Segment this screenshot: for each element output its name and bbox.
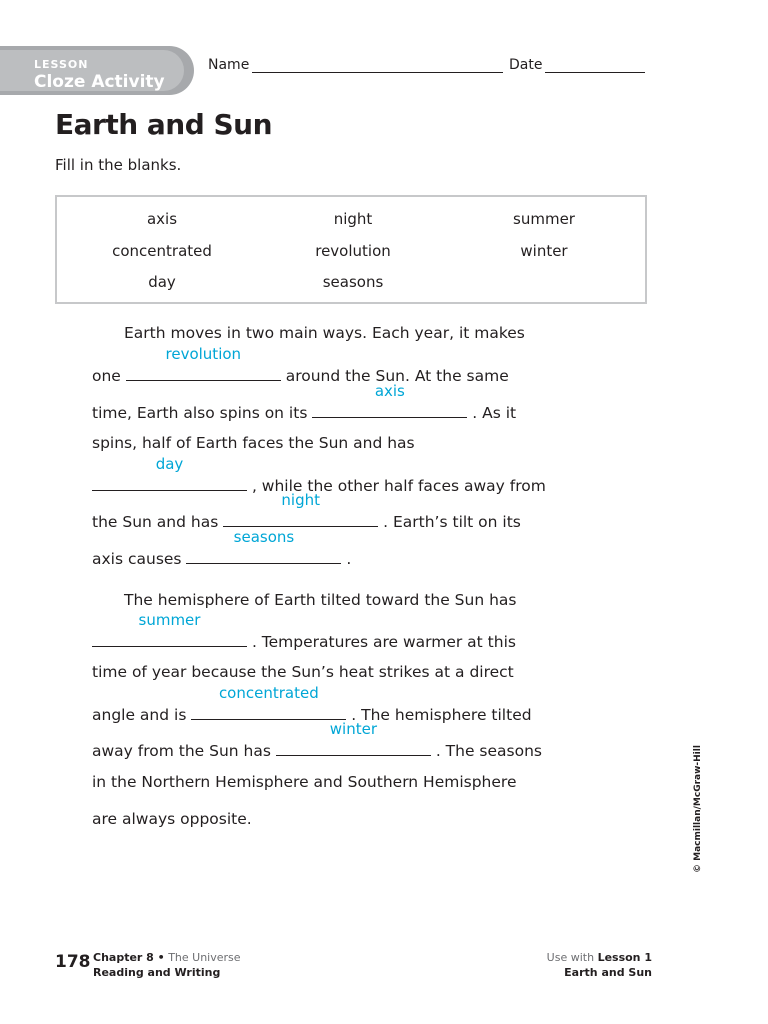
passage-text: angle and is <box>92 706 187 724</box>
word-bank-item: axis <box>146 210 178 228</box>
answer-text: seasons <box>233 528 295 546</box>
word-bank-item: revolution <box>315 242 391 260</box>
page-title: Earth and Sun <box>55 108 273 141</box>
passage-text: . The hemisphere tilted <box>351 706 532 724</box>
word-bank-item: summer <box>513 210 575 228</box>
name-line[interactable] <box>252 56 503 73</box>
passage-line: time of year because the Sun’s heat strikes at a direct <box>92 663 514 681</box>
passage-line <box>92 382 517 422</box>
word-bank-item: night <box>333 210 373 228</box>
answer-text: night <box>281 491 320 509</box>
date-label: Date <box>509 57 543 73</box>
word-bank-item: day <box>148 273 176 291</box>
passage-line <box>92 611 516 651</box>
footer-chapter-label: Chapter 8 • <box>93 951 165 964</box>
footer-lesson <box>547 950 652 980</box>
passage-text: . Temperatures are warmer at this <box>251 633 516 651</box>
footer-lesson-label: Lesson 1 <box>597 951 652 964</box>
answer-text: day <box>155 455 184 473</box>
instructions: Fill in the blanks. <box>55 156 182 174</box>
answer-blank[interactable] <box>312 382 467 418</box>
passage-text: . The seasons <box>435 742 543 760</box>
passage-text: , while the other half faces away from <box>251 477 546 495</box>
copyright-notice: © Macmillan/McGraw-Hill <box>693 745 703 873</box>
footer-lesson-title: Earth and Sun <box>564 966 652 979</box>
page-number: 178 <box>55 952 91 972</box>
passage-text: away from the Sun has <box>92 742 271 760</box>
date-line[interactable] <box>545 56 645 73</box>
footer-section: Reading and Writing <box>93 966 221 979</box>
answer-text: concentrated <box>218 684 319 702</box>
answer-blank[interactable] <box>223 491 378 527</box>
answer-blank[interactable] <box>92 611 247 647</box>
passage-text: . <box>346 550 352 568</box>
passage-line: in the Northern Hemisphere and Southern Hemisphere <box>92 773 517 791</box>
answer-text: summer <box>138 611 201 629</box>
passage-line: spins, half of Earth faces the Sun and has <box>92 434 415 452</box>
passage-line <box>92 720 543 760</box>
answer-blank[interactable] <box>126 345 281 381</box>
answer-text: revolution <box>165 345 242 363</box>
footer-use-with: Use with <box>546 951 595 964</box>
passage-text: . As it <box>472 404 517 422</box>
word-bank-item: winter <box>520 242 568 260</box>
answer-blank[interactable] <box>191 684 346 720</box>
answer-text: axis <box>374 382 405 400</box>
answer-blank[interactable] <box>92 455 247 491</box>
word-bank <box>55 195 647 304</box>
word-bank-item: seasons <box>322 273 384 291</box>
lesson-kicker: LESSON <box>34 58 89 71</box>
name-field[interactable] <box>208 56 503 73</box>
passage-text: one <box>92 367 121 385</box>
lesson-tab <box>0 46 194 95</box>
answer-blank[interactable] <box>186 528 341 564</box>
passage-line: Earth moves in two main ways. Each year, it makes <box>124 324 525 342</box>
passage-line: The hemisphere of Earth tilted toward the Sun has <box>124 591 517 609</box>
answer-text: winter <box>329 720 377 738</box>
passage-text: around the Sun. At the same <box>285 367 509 385</box>
date-field[interactable] <box>509 56 645 73</box>
word-bank-item: concentrated <box>112 242 212 260</box>
footer-chapter-title: The Universe <box>168 951 241 964</box>
lesson-tab-inner <box>0 50 184 91</box>
footer-chapter <box>93 950 241 980</box>
answer-blank[interactable] <box>276 720 431 756</box>
passage-text: axis causes <box>92 550 182 568</box>
passage-text: time, Earth also spins on its <box>92 404 308 422</box>
passage-line: are always opposite. <box>92 810 252 828</box>
cloze-activity-badge: Cloze Activity <box>34 72 165 92</box>
passage-line <box>92 528 352 568</box>
passage-text: . Earth’s tilt on its <box>383 513 521 531</box>
passage-text: the Sun and has <box>92 513 219 531</box>
name-label: Name <box>208 57 250 73</box>
